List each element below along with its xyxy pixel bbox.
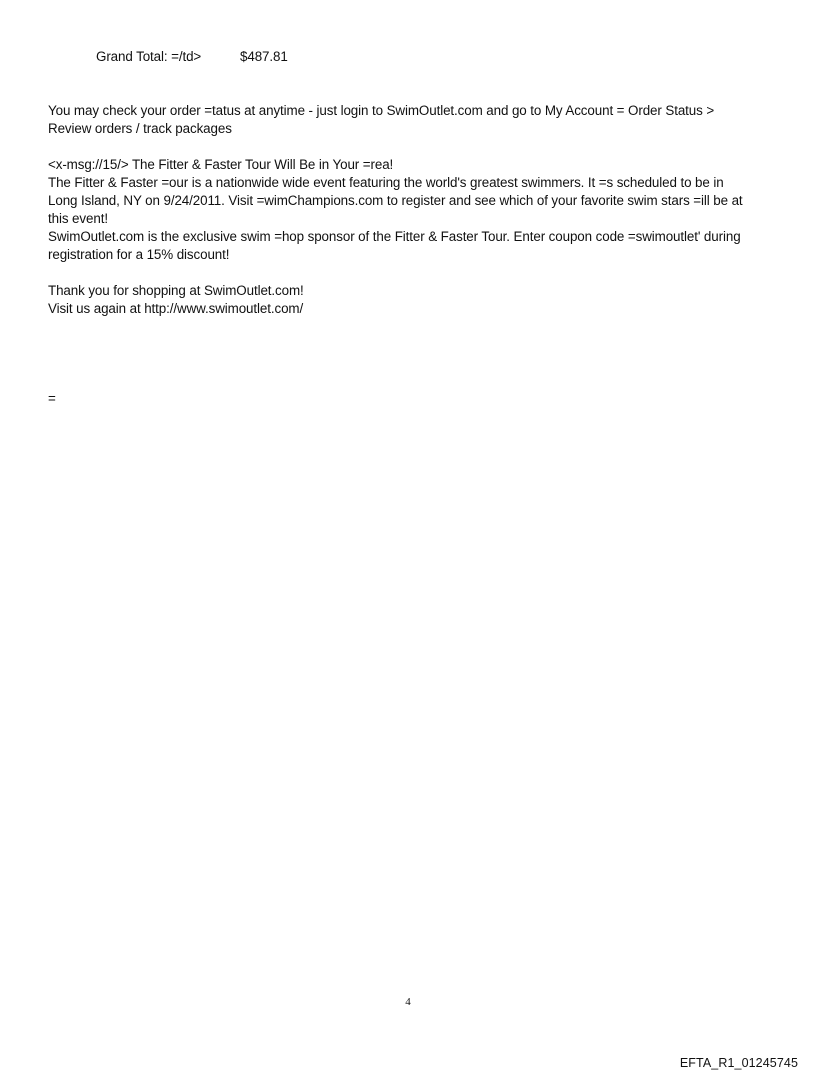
grand-total-value: $487.81	[240, 49, 288, 64]
trailing-mark: =	[48, 391, 56, 406]
paragraph-line: registration for a 15% discount!	[48, 247, 230, 262]
tour-paragraph	[48, 156, 770, 264]
trailing-mark-block	[48, 390, 770, 408]
document-id: EFTA_R1_01245745	[679, 1056, 798, 1070]
paragraph-line: Review orders / track packages	[48, 121, 232, 136]
order-status-paragraph	[48, 102, 770, 138]
paragraph-line: this event!	[48, 211, 108, 226]
paragraph-line: You may check your order =tatus at anytime - just login to SwimOutlet.com and go to My Account = Order Status >	[48, 103, 715, 118]
grand-total-label: Grand Total: =/td>	[96, 49, 202, 64]
paragraph-line: Long Island, NY on 9/24/2011. Visit =wimChampions.com to register and see which of your favorite swim stars =ill be at	[48, 193, 743, 208]
paragraph-line: Visit us again at http://www.swimoutlet.com/	[48, 301, 304, 316]
paragraph-line: The Fitter & Faster =our is a nationwide wide event featuring the world's greatest swimmers. It =s scheduled to be in	[48, 175, 724, 190]
paragraph-line: <x-msg://15/> The Fitter & Faster Tour Will Be in Your =rea!	[48, 157, 394, 172]
page-number: 4	[405, 996, 411, 1008]
closing-paragraph	[48, 282, 770, 318]
paragraph-line: Thank you for shopping at SwimOutlet.com!	[48, 283, 304, 298]
paragraph-line: SwimOutlet.com is the exclusive swim =hop sponsor of the Fitter & Faster Tour. Enter coupon code =swimoutlet' during	[48, 229, 741, 244]
